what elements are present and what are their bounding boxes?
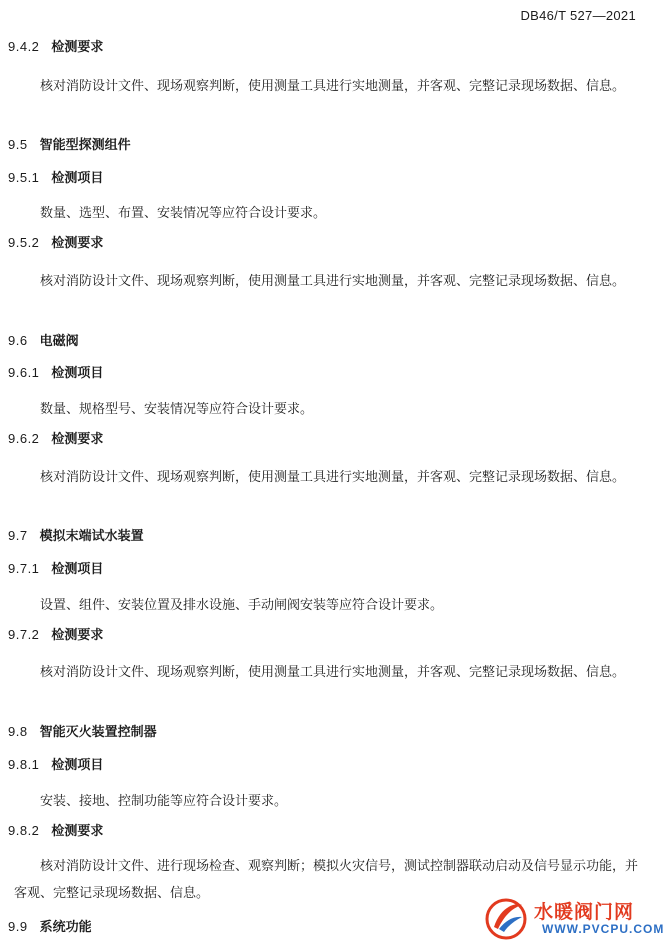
section-heading-9-8-1 xyxy=(8,754,658,773)
watermark-site: WWW.PVCPU.COM xyxy=(542,922,664,936)
section-title: 智能灭火装置控制器 xyxy=(39,725,157,740)
section-title: 智能型探测组件 xyxy=(39,138,131,153)
watermark-logo-icon xyxy=(484,896,528,940)
watermark-name: 水暖阀门网 xyxy=(534,901,635,923)
paragraph-9-5-2: 核对消防设计文件、现场观察判断，使用测量工具进行实地测量，并客观、完整记录现场数据、信息。 xyxy=(40,274,626,289)
section-title: 系统功能 xyxy=(39,920,92,935)
section-heading-9-5-2 xyxy=(8,232,658,251)
site-watermark xyxy=(484,896,664,942)
section-heading-9-5-1 xyxy=(8,167,658,186)
section-number: 9.7.2 xyxy=(8,627,40,642)
section-title: 电磁阀 xyxy=(39,334,79,349)
paragraph-9-4-2: 核对消防设计文件、现场观察判断，使用测量工具进行实地测量，并客观、完整记录现场数据、信息。 xyxy=(40,79,626,94)
section-number: 9.5.1 xyxy=(8,170,40,185)
section-number: 9.7.1 xyxy=(8,561,40,576)
section-title: 检测要求 xyxy=(51,40,104,55)
section-number: 9.8.2 xyxy=(8,823,40,838)
section-heading-9-7-2 xyxy=(8,624,658,643)
section-title: 检测项目 xyxy=(51,366,104,381)
section-heading-9-4-2 xyxy=(8,36,658,55)
section-heading-9-8 xyxy=(8,721,658,740)
section-title: 检测要求 xyxy=(51,236,104,251)
paragraph-9-5-1: 数量、选型、布置、安装情况等应符合设计要求。 xyxy=(40,206,327,221)
section-number: 9.6 xyxy=(8,333,28,348)
document-code: DB46/T 527—2021 xyxy=(520,8,636,23)
section-title: 检测项目 xyxy=(51,171,104,186)
paragraph-9-7-2: 核对消防设计文件、现场观察判断，使用测量工具进行实地测量，并客观、完整记录现场数据、信息。 xyxy=(40,665,626,680)
section-title: 检测要求 xyxy=(51,824,104,839)
section-heading-9-6 xyxy=(8,330,658,349)
section-number: 9.9 xyxy=(8,919,28,934)
section-heading-9-7-1 xyxy=(8,558,658,577)
section-heading-9-6-1 xyxy=(8,362,658,381)
section-heading-9-5 xyxy=(8,134,658,153)
section-heading-9-8-2 xyxy=(8,820,658,839)
paragraph-9-7-1: 设置、组件、安装位置及排水设施、手动闸阀安装等应符合设计要求。 xyxy=(40,598,444,613)
paragraph-9-8-2: 核对消防设计文件、进行现场检查、观察判断；模拟火灾信号，测试控制器联动启动及信号显示功能，并客观、完整记录现场数据、信息。 xyxy=(14,859,639,901)
section-number: 9.6.1 xyxy=(8,365,40,380)
section-number: 9.8 xyxy=(8,724,28,739)
paragraph-9-6-2: 核对消防设计文件、现场观察判断，使用测量工具进行实地测量，并客观、完整记录现场数据、信息。 xyxy=(40,470,626,485)
section-title: 检测要求 xyxy=(51,432,104,447)
section-number: 9.5.2 xyxy=(8,235,40,250)
section-number: 9.4.2 xyxy=(8,39,40,54)
section-number: 9.5 xyxy=(8,137,28,152)
section-number: 9.8.1 xyxy=(8,757,40,772)
section-number: 9.6.2 xyxy=(8,431,40,446)
section-title: 模拟末端试水装置 xyxy=(39,529,144,544)
paragraph-9-6-1: 数量、规格型号、安装情况等应符合设计要求。 xyxy=(40,402,314,417)
paragraph-9-8-1: 安装、接地、控制功能等应符合设计要求。 xyxy=(40,794,288,809)
section-title: 检测项目 xyxy=(51,758,104,773)
section-number: 9.7 xyxy=(8,528,28,543)
section-title: 检测项目 xyxy=(51,562,104,577)
section-heading-9-7 xyxy=(8,525,658,544)
section-heading-9-6-2 xyxy=(8,428,658,447)
section-title: 检测要求 xyxy=(51,628,104,643)
